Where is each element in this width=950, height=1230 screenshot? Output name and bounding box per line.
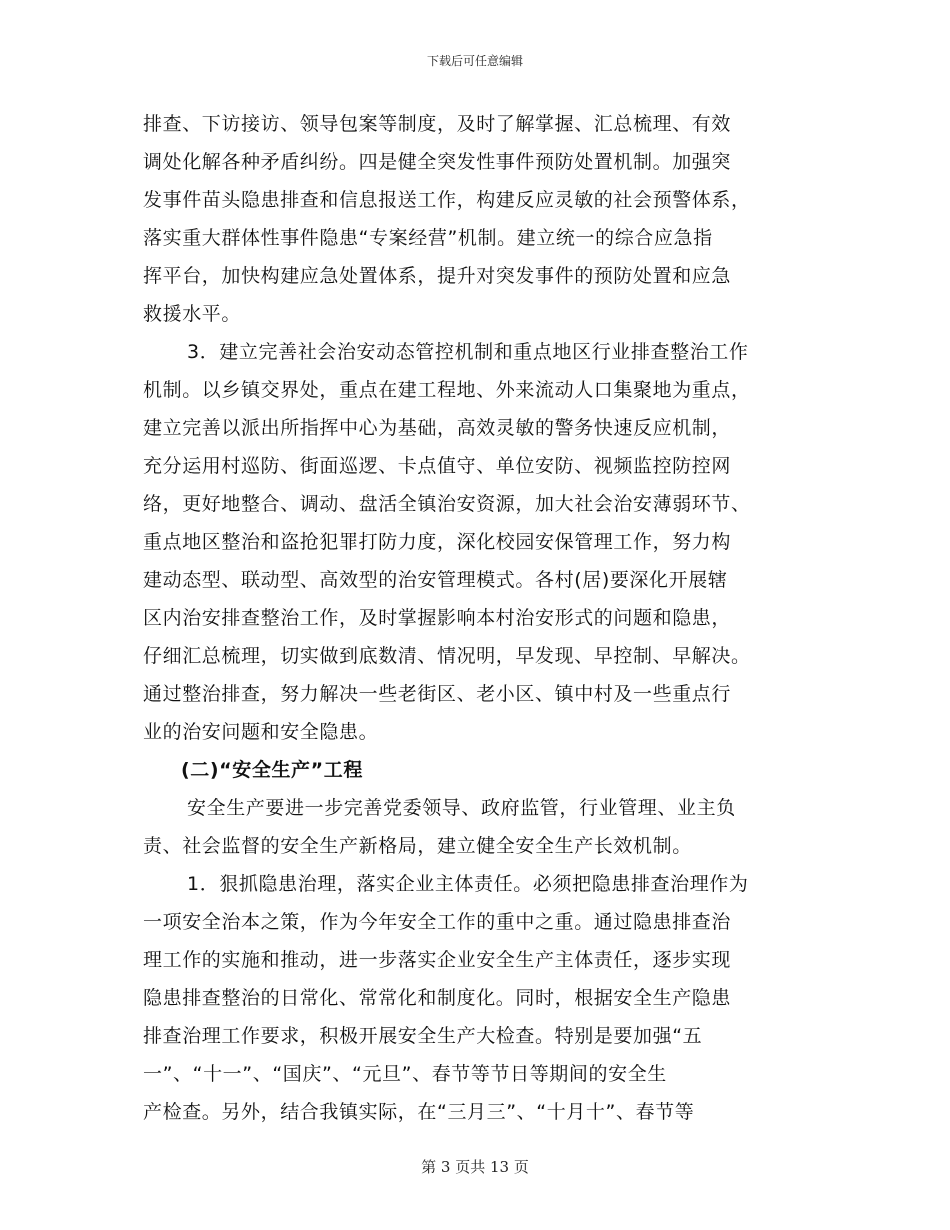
body-line: 产检查。另外，结合我镇实际，在“三月三”、“十月十”、春节等: [143, 1101, 695, 1123]
body-line: 仔细汇总梳理，切实做到底数清、情况明，早发现、早控制、早解决。: [143, 645, 751, 667]
document-body: [143, 105, 808, 1131]
body-line: 重点地区整治和盗抢犯罪打防力度，深化校园安保管理工作，努力构: [143, 531, 732, 553]
body-line: 充分运用村巡防、街面巡逻、卡点值守、单位安防、视频监控防控网: [143, 455, 732, 477]
body-line: 挥平台，加快构建应急处置体系，提升对突发事件的预防处置和应急: [143, 265, 732, 287]
body-line: 一”、“十一”、“国庆”、“元旦”、春节等节日等期间的安全生: [143, 1063, 667, 1085]
section-heading: (二)“安全生产”工程: [181, 759, 363, 781]
body-line: 一项安全治本之策，作为今年安全工作的重中之重。通过隐患排查治: [143, 911, 732, 933]
body-line: 排查治理工作要求，积极开展安全生产大检查。特别是要加强“五: [143, 1025, 703, 1047]
body-line: 区内治安排查整治工作，及时掌握影响本村治安形式的问题和隐患，: [143, 607, 732, 629]
body-line: 理工作的实施和推动，进一步落实企业安全生产主体责任，逐步实现: [143, 949, 732, 971]
paragraph-start-line: 安全生产要进一步完善党委领导、政府监管，行业管理、业主负: [187, 797, 736, 819]
page-footer: 第 3 页共 13 页: [421, 1158, 529, 1176]
body-line: 救援水平。: [143, 303, 242, 325]
body-line: 建动态型、联动型、高效型的治安管理模式。各村(居)要深化开展辖: [143, 569, 728, 591]
paragraph-start-line: 3．建立完善社会治安动态管控机制和重点地区行业排查整治工作: [187, 341, 749, 363]
body-line: 业的治安问题和安全隐患。: [143, 721, 379, 743]
page-header: 下载后可任意编辑: [426, 54, 523, 68]
body-line: 发事件苗头隐患排查和信息报送工作，构建反应灵敏的社会预警体系，: [143, 189, 751, 211]
body-line: 通过整治排查，努力解决一些老街区、老小区、镇中村及一些重点行: [143, 683, 732, 705]
body-line: 隐患排查整治的日常化、常常化和制度化。同时，根据安全生产隐患: [143, 987, 732, 1009]
body-line: 调处化解各种矛盾纠纷。四是健全突发性事件预防处置机制。加强突: [143, 151, 732, 173]
body-line: 络，更好地整合、调动、盘活全镇治安资源，加大社会治安薄弱环节、: [143, 493, 751, 515]
body-line: 责、社会监督的安全生产新格局，建立健全安全生产长效机制。: [143, 835, 692, 857]
body-line: 机制。以乡镇交界处，重点在建工程地、外来流动人口集聚地为重点，: [143, 379, 751, 401]
body-line: 落实重大群体性事件隐患“专案经营”机制。建立统一的综合应急指: [143, 227, 713, 249]
paragraph-start-line: 1．狠抓隐患治理，落实企业主体责任。必须把隐患排查治理作为: [187, 873, 749, 895]
body-line: 建立完善以派出所指挥中心为基础，高效灵敏的警务快速反应机制，: [143, 417, 732, 439]
body-line: 排查、下访接访、领导包案等制度，及时了解掌握、汇总梳理、有效: [143, 113, 732, 135]
